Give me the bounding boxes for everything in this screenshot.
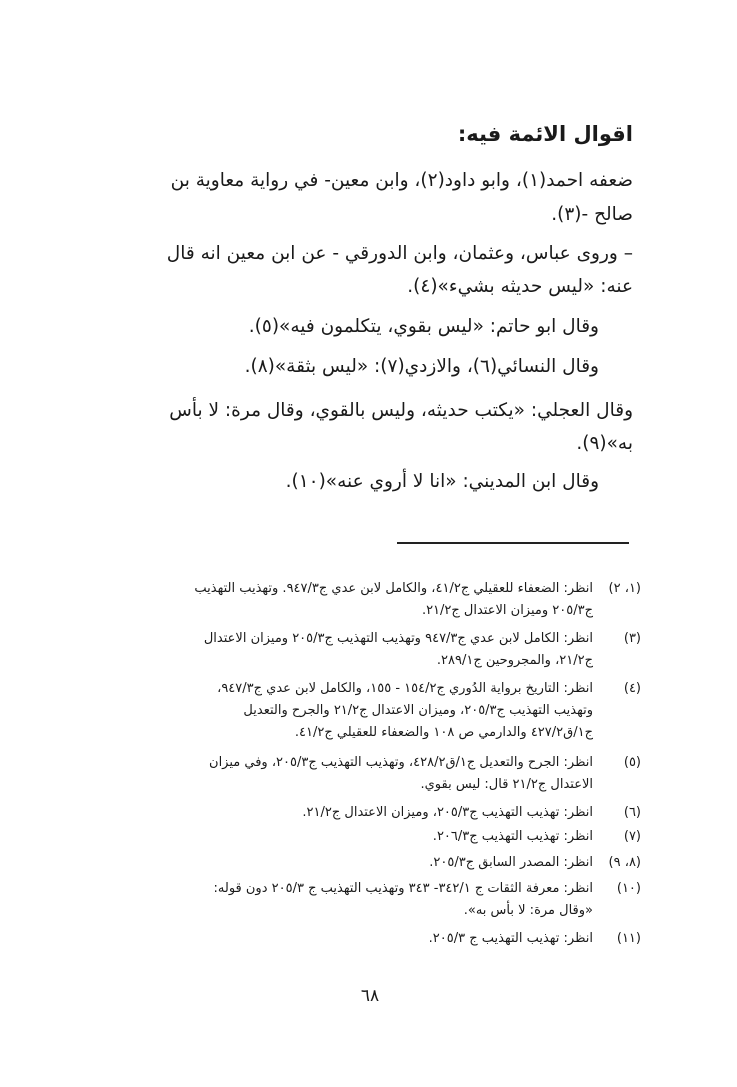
section-heading: اقوال الائمة فيه: [457, 122, 633, 146]
footnote-number: (١٠) [616, 881, 641, 896]
footnote-number: (٦) [623, 805, 641, 820]
footnote-line: انظر: الكامل لابن عدي ج٩٤٧/٣ وتهذيب التهذيب ج٢٠٥/٣ وميزان الاعتدال [203, 631, 593, 646]
footnote-line: انظر: الضعفاء للعقيلي ج٤١/٢، والكامل لابن عدي ج٩٤٧/٣. وتهذيب التهذيب [194, 581, 593, 596]
footnote-line: انظر: تهذيب التهذيب ج٢٠٦/٣. [432, 829, 593, 844]
paragraph-line: – وروى عباس، وعثمان، وابن الدورقي - عن ابن معين انه قال [166, 243, 633, 264]
footnote [99, 628, 639, 672]
footnote [99, 852, 639, 874]
page-number: ٦٨ [360, 986, 380, 1006]
footnote-line: انظر: تهذيب التهذيب ج ٢٠٥/٣. [428, 931, 593, 946]
footnote-line: ج٢٠٥/٣ وميزان الاعتدال ج٢١/٢. [421, 603, 593, 618]
footnote [99, 802, 639, 824]
footnote-line: انظر: التاريخ برواية الدُوري ج١٥٤/٢ - ١٥٥، والكامل لابن عدي ج٩٤٧/٣، [217, 681, 593, 696]
footnote-line: «وقال مرة: لا بأس به». [463, 903, 593, 918]
footnote-number: (٥) [623, 755, 641, 770]
footnote-line: انظر: المصدر السابق ج٢٠٥/٣. [429, 855, 593, 870]
footnote [99, 578, 639, 622]
footnote-line: انظر: الجرح والتعديل ج١/ق٤٢٨/٢، وتهذيب التهذيب ج٢٠٥/٣، وفي ميزان [209, 755, 593, 770]
paragraph-line: وقال ابن المديني: «انا لا أروي عنه»(١٠). [285, 471, 599, 492]
paragraph-line: صالح -(٣). [551, 204, 633, 225]
footnote-line: ج٢١/٢، والمجروحين ج٢٨٩/١. [436, 653, 593, 668]
footnote-line: انظر: تهذيب التهذيب ج٢٠٥/٣، وميزان الاعتدال ج٢١/٢. [302, 805, 593, 820]
footnote-number: (٣) [623, 631, 641, 646]
footnote-number: (٤) [623, 681, 641, 696]
paragraph-line: وقال العجلي: «يكتب حديثه، وليس بالقوي، وقال مرة: لا بأس [169, 400, 633, 421]
footnote [99, 928, 639, 950]
paragraph-line: ضعفه احمد(١)، وابو داود(٢)، وابن معين- في رواية معاوية بن [170, 170, 633, 191]
footnote-number: (٧) [623, 829, 641, 844]
paragraph-line: وقال ابو حاتم: «ليس بقوي، يتكلمون فيه»(٥). [248, 316, 599, 337]
footnote [99, 826, 639, 848]
footnote-number: (١١) [616, 931, 641, 946]
footnote [99, 752, 639, 796]
footnote-number: (٨، ٩) [608, 855, 641, 870]
footnote [99, 878, 639, 922]
footnote-divider [397, 542, 629, 544]
paragraph-line: عنه: «ليس حديثه بشيء»(٤). [407, 276, 633, 297]
paragraph-line: به»(٩). [576, 433, 633, 454]
footnote-line: انظر: معرفة الثقات ج ٣٤٢/١- ٣٤٣ وتهذيب التهذيب ج ٢٠٥/٣ دون قوله: [213, 881, 593, 896]
footnote-line: الاعتدال ج٢١/٢ قال: ليس بقوي. [420, 777, 593, 792]
footnote [99, 678, 639, 744]
footnote-number: (١، ٢) [608, 581, 641, 596]
paragraph-line: وقال النسائي(٦)، والازدي(٧): «ليس بثقة»(٨). [244, 356, 599, 377]
footnote-line: ج١/ق٤٢٧/٢ والدارمي ص ١٠٨ والضعفاء للعقيلي ج٤١/٢. [294, 725, 593, 740]
footnote-line: وتهذيب التهذيب ج٢٠٥/٣، وميزان الاعتدال ج٢١/٢ والجرح والتعديل [243, 703, 593, 718]
